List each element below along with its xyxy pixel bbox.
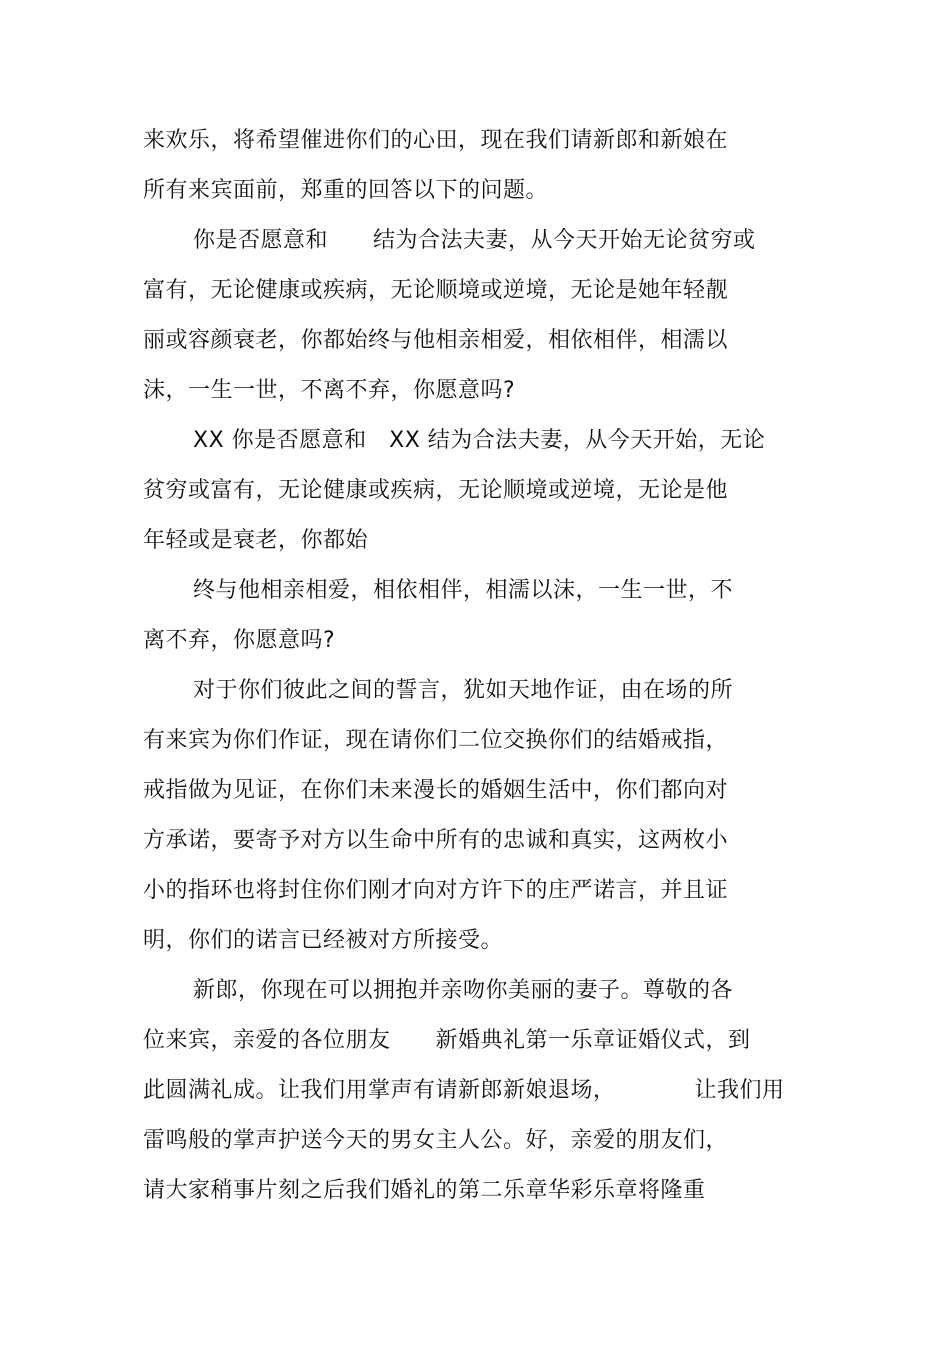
text-line: 雷鸣般的掌声护送今天的男女主人公。好，亲爱的朋友们， (143, 1128, 729, 1153)
text-line: XX 你是否愿意和 XX 结为合法夫妻，从今天开始，无论 (193, 428, 766, 453)
text-line: 请大家稍事片刻之后我们婚礼的第二乐章华彩乐章将隆重 (143, 1178, 706, 1203)
text-line: 丽或容颜衰老，你都始终与他相亲相爱，相依相伴，相濡以 (143, 328, 729, 353)
text-line: 沫，一生一世，不离不弃，你愿意吗? (143, 378, 516, 403)
text-line: 此圆满礼成。让我们用掌声有请新郎新娘退场， 让我们用 (143, 1078, 785, 1103)
text-line: 年轻或是衰老，你都始 (143, 528, 369, 553)
text-line: 你是否愿意和 结为合法夫妻，从今天开始无论贫穷或 (193, 228, 756, 253)
text-line: 明，你们的诺言已经被对方所接受。 (143, 928, 504, 953)
text-line: 有来宾为你们作证，现在请你们二位交换你们的结婚戒指， (143, 728, 729, 753)
text-line: 对于你们彼此之间的誓言，犹如天地作证，由在场的所 (193, 678, 734, 703)
text-line: 终与他相亲相爱，相依相伴，相濡以沫，一生一世，不 (193, 578, 734, 603)
text-line: 新郎，你现在可以拥抱并亲吻你美丽的妻子。尊敬的各 (193, 978, 734, 1003)
text-line: 贫穷或富有，无论健康或疾病，无论顺境或逆境，无论是他 (143, 478, 729, 503)
text-line: 方承诺，要寄予对方以生命中所有的忠诚和真实，这两枚小 (143, 828, 729, 853)
text-line: 小的指环也将封住你们刚才向对方许下的庄严诺言，并且证 (143, 878, 729, 903)
text-line: 离不弃，你愿意吗? (143, 628, 336, 653)
text-line: 富有，无论健康或疾病，无论顺境或逆境，无论是她年轻靓 (143, 278, 729, 303)
text-line: 位来宾，亲爱的各位朋友 新婚典礼第一乐章证婚仪式，到 (143, 1028, 751, 1053)
text-line: 所有来宾面前，郑重的回答以下的问题。 (143, 178, 549, 203)
text-line: 来欢乐，将希望催进你们的心田，现在我们请新郎和新娘在 (143, 128, 729, 153)
text-line: 戒指做为见证，在你们未来漫长的婚姻生活中，你们都向对 (143, 778, 729, 803)
